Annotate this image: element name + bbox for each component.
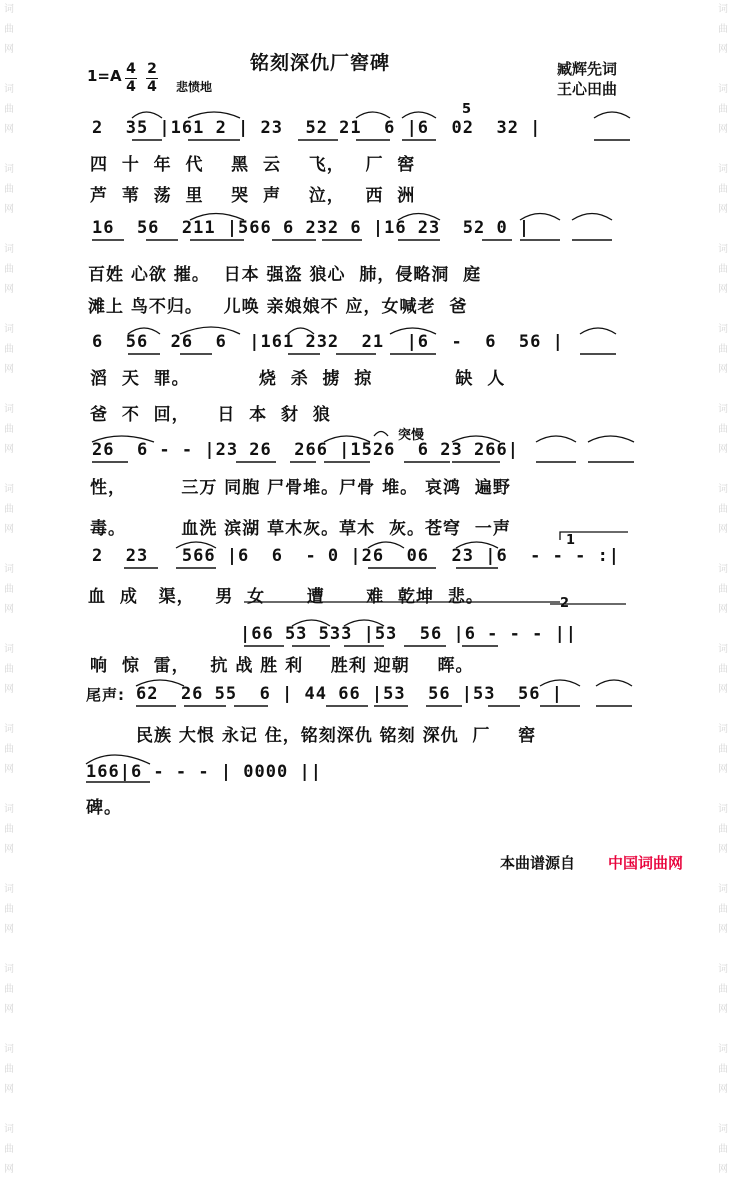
slur-4e (588, 436, 634, 442)
footer-brand-link[interactable]: 中国词曲网 (608, 854, 684, 872)
lyrics-system-3-verse-2: 爸 不 回， 日 本 豺 狼 (90, 405, 331, 425)
time-sig-2-top: 2 (147, 61, 157, 77)
time-sig-1-top: 4 (126, 61, 136, 77)
notes-system-2: 16 56 211 |566 6 232 6 |16 23 52 0 | (92, 218, 531, 238)
lyrics-system-4-verse-1: 性， 三万 同胞 尸骨堆。尸骨 堆。 哀鸿 遍野 (90, 478, 511, 498)
notes-system-8: 166|6 - - - | 0000 || (86, 762, 322, 782)
slur-4d (536, 436, 576, 442)
song-title: 铭刻深仇厂窖碑 (250, 52, 391, 74)
coda-label: 尾声: (86, 686, 125, 704)
watermark-left: 词 曲 网 词 曲 网 词 曲 网 词 曲 网 词 曲 网 词 曲 网 词 曲 网 词 曲 网 词 曲 网 词 曲 网 词 曲 网 词 曲 网 词 曲 网 词 曲 网 词 曲 网 (4, 4, 14, 1175)
grace-note: 5 (462, 102, 472, 117)
time-sig-2-bottom: 4 (147, 79, 157, 95)
composer-credit: 王心田曲 (557, 80, 618, 98)
fermata-arc (374, 432, 388, 437)
lyrics-system-2-verse-2: 滩上 鸟不归。 儿唤 亲娘娘不 应，女喊老 爸 (88, 297, 468, 317)
ending-2-number: 2 (560, 596, 570, 611)
watermark-right: 词 曲 网 词 曲 网 词 曲 网 词 曲 网 词 曲 网 词 曲 网 词 曲 网 词 曲 网 词 曲 网 词 曲 网 词 曲 网 词 曲 网 词 曲 网 词 曲 网 词 曲 网 (718, 4, 728, 1175)
time-sig-1-bottom: 4 (126, 79, 136, 95)
lyrics-system-4-verse-2: 毒。 血洗 滨湖 草木灰。草木 灰。苍穹 一声 (90, 519, 511, 539)
lyrics-system-5: 血 成 渠， 男 女 遭 难 乾坤 悲。 (88, 587, 484, 607)
expression-marking: 悲愤地 (176, 80, 213, 94)
notes-system-3: 6 56 26 6 |161 232 21 |6 - 6 56 | (92, 332, 564, 352)
lyrics-system-6: 响 惊 雷， 抗 战 胜 利 胜利 迎朝 晖。 (90, 656, 474, 676)
slur-2d (572, 214, 612, 221)
lyrics-system-2-verse-1: 百姓 心欲 摧。 日本 强盗 狼心 肺，侵略洞 庭 (88, 265, 482, 285)
ending-1-number: 1 (566, 533, 576, 548)
notes-system-4: 26 6 - - |23 26 266 |1526 6 23 266| (92, 440, 519, 460)
notes-system-7: 62 26 55 6 | 44 66 |53 56 |53 56 | (136, 684, 563, 704)
slur-1e (594, 112, 630, 118)
lyrics-system-8: 碑。 (86, 798, 122, 818)
lyricist-credit: 臧辉先词 (557, 60, 618, 78)
key-signature: 1=A (87, 67, 122, 85)
lyrics-system-7: 民族 大恨 永记 住，铭刻深仇 铭刻 深仇 厂 窖 (136, 726, 537, 746)
time-signature-2 (146, 62, 158, 95)
slur-7c (596, 680, 632, 686)
lyrics-system-1-verse-1: 四 十 年 代 黑 云 飞， 厂 窖 (90, 155, 416, 175)
lyrics-system-1-verse-2: 芦 苇 荡 里 哭 声 泣， 西 洲 (90, 186, 416, 206)
lyrics-system-3-verse-1: 滔 天 罪。 烧 杀 掳 掠 缺 人 (90, 369, 506, 389)
notes-system-5: 2 23 566 |6 6 - 0 |26 06 23 |6 - - - :| (92, 546, 621, 566)
footer-source-label: 本曲谱源自 (500, 854, 576, 872)
time-signature-1 (125, 62, 137, 95)
notes-system-1: 2 35 |161 2 | 23 52 21 6 |6 02 32 | (92, 118, 542, 138)
slur-3e (580, 328, 616, 334)
notes-system-6: |66 53 533 |53 56 |6 - - - || (240, 624, 578, 644)
fermata-label: 突慢 (398, 428, 425, 443)
